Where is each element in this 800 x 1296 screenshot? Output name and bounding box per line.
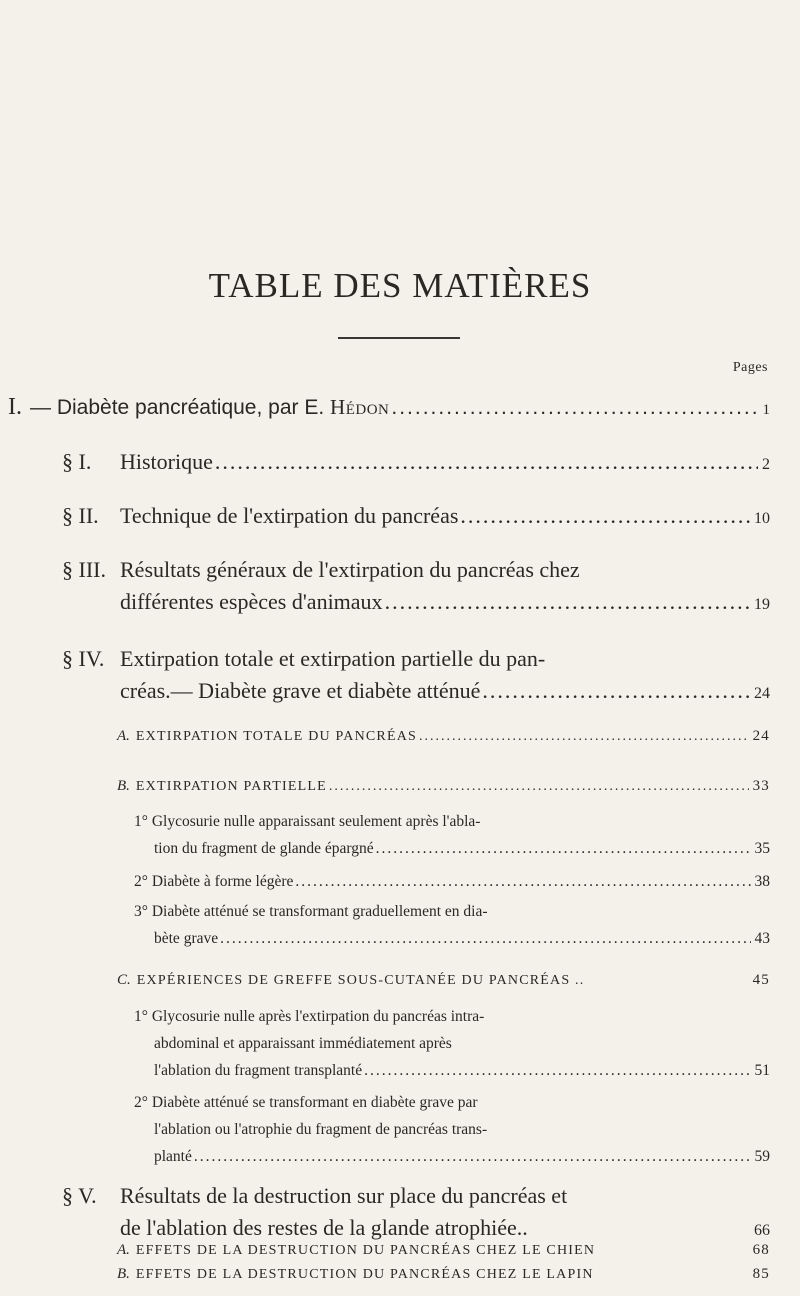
section-mark: § I.	[62, 449, 92, 474]
subsection-letter: B.	[117, 1266, 130, 1282]
item-text-cont: l'ablation du fragment transplanté	[154, 1062, 363, 1079]
subsection-letter: C.	[117, 972, 131, 988]
leader-dots	[364, 1057, 750, 1084]
page-number: 38	[754, 873, 770, 890]
toc-section-1[interactable]	[62, 446, 770, 481]
page-title: TABLE DES MATIÈRES	[208, 266, 592, 305]
part-title: Diabète pancréatique, par E.	[56, 396, 325, 419]
leader-dots	[376, 835, 751, 862]
toc-subsection-b2[interactable]	[117, 1266, 770, 1283]
subsection-letter: B.	[117, 778, 130, 794]
section-mark: § IV.	[62, 646, 105, 671]
toc-subsection-b[interactable]	[117, 778, 770, 795]
item-text-cont: tion du fragment de glande épargné	[154, 840, 374, 857]
section-mark: § III.	[62, 557, 106, 582]
page-number: 1	[762, 402, 770, 418]
subsection-title: EXTIRPATION TOTALE DU PANCRÉAS	[135, 729, 417, 744]
leader-dots	[391, 396, 758, 420]
leader-dots	[329, 779, 749, 795]
item-text-cont: planté	[154, 1148, 192, 1165]
page-number: 51	[754, 1062, 770, 1079]
leader-dots	[419, 729, 749, 745]
section-mark: § II.	[62, 503, 99, 528]
page-number: 35	[754, 840, 770, 857]
item-text: 3° Diabète atténué se transformant graduellement en dia-	[134, 903, 488, 920]
subsection-title: EFFETS DE LA DESTRUCTION DU PANCRÉAS CHEZ LE CHIEN	[135, 1243, 596, 1258]
page-number: 33	[752, 778, 770, 794]
part-dash: —	[30, 396, 51, 419]
page-number: 43	[754, 930, 770, 947]
toc-item[interactable]	[134, 898, 770, 952]
subsection-title: EXTIRPATION PARTIELLE	[135, 779, 327, 794]
section-title-cont: créas.— Diabète grave et diabète atténué	[120, 678, 481, 703]
page-number: 66	[754, 1222, 770, 1239]
title-divider	[338, 337, 460, 339]
leader-dots	[215, 446, 758, 478]
page-number: 45	[752, 972, 770, 988]
leader-dots	[460, 500, 750, 532]
toc-part-1[interactable]	[8, 394, 770, 421]
toc-item[interactable]	[134, 1003, 770, 1084]
section-title: Résultats généraux de l'extirpation du pancréas chez	[120, 557, 580, 582]
toc-item[interactable]	[134, 1089, 770, 1170]
section-title: Technique de l'extirpation du pancréas	[120, 503, 459, 528]
toc-subsection-a2[interactable]	[117, 1242, 770, 1259]
section-title: Résultats de la destruction sur place du pancréas et	[120, 1183, 568, 1208]
toc-section-5[interactable]	[62, 1180, 770, 1247]
toc-section-2[interactable]	[62, 500, 770, 535]
leader-dots	[295, 868, 750, 895]
subsection-title: EFFETS DE LA DESTRUCTION DU PANCRÉAS CHEZ LE LAPIN	[135, 1267, 594, 1282]
page-number: 10	[754, 510, 770, 527]
leader-dots	[385, 586, 750, 618]
toc-section-3[interactable]	[62, 554, 770, 621]
section-title: Historique	[120, 449, 213, 474]
section-title: Extirpation totale et extirpation partielle du pan-	[120, 646, 546, 671]
item-text: 2° Diabète atténué se transformant en diabète grave par	[134, 1094, 478, 1111]
toc-section-4[interactable]	[62, 643, 770, 710]
leader-dots	[482, 675, 750, 707]
section-title-cont: différentes espèces d'animaux	[120, 589, 383, 614]
page-number: 24	[754, 685, 770, 702]
page-number: 19	[754, 596, 770, 613]
part-author: Hédon	[330, 395, 390, 419]
subsection-letter: A.	[117, 728, 130, 744]
item-text: 1° Glycosurie nulle apparaissant seulement après l'abla-	[134, 813, 481, 830]
page-number: 68	[752, 1242, 770, 1258]
toc-item[interactable]	[134, 808, 770, 862]
page-number: 2	[762, 456, 770, 473]
item-text-cont: l'ablation ou l'atrophie du fragment de pancréas trans-	[154, 1121, 488, 1138]
toc-subsection-a[interactable]	[117, 728, 770, 745]
subsection-letter: A.	[117, 1242, 130, 1258]
pages-column-header: Pages	[732, 360, 768, 375]
subsection-title: EXPÉRIENCES DE GREFFE SOUS-CUTANÉE DU PANCRÉAS ..	[136, 973, 585, 988]
page-number: 24	[752, 728, 770, 744]
part-roman: I.	[8, 394, 22, 420]
page-number: 59	[754, 1148, 770, 1165]
item-text-cont: bète grave	[154, 930, 219, 947]
item-text: 1° Glycosurie nulle après l'extirpation du pancréas intra-	[134, 1008, 485, 1025]
toc-subsection-c[interactable]	[117, 972, 770, 989]
leader-dots	[194, 1143, 751, 1170]
section-title-cont: de l'ablation des restes de la glande atrophiée..	[120, 1215, 528, 1240]
leader-dots	[220, 925, 750, 952]
item-text: 2° Diabète à forme légère	[134, 873, 294, 890]
item-text-cont: abdominal et apparaissant immédiatement après	[154, 1035, 452, 1052]
page-number: 85	[752, 1266, 770, 1282]
section-mark: § V.	[62, 1183, 97, 1208]
toc-item[interactable]	[134, 868, 770, 895]
